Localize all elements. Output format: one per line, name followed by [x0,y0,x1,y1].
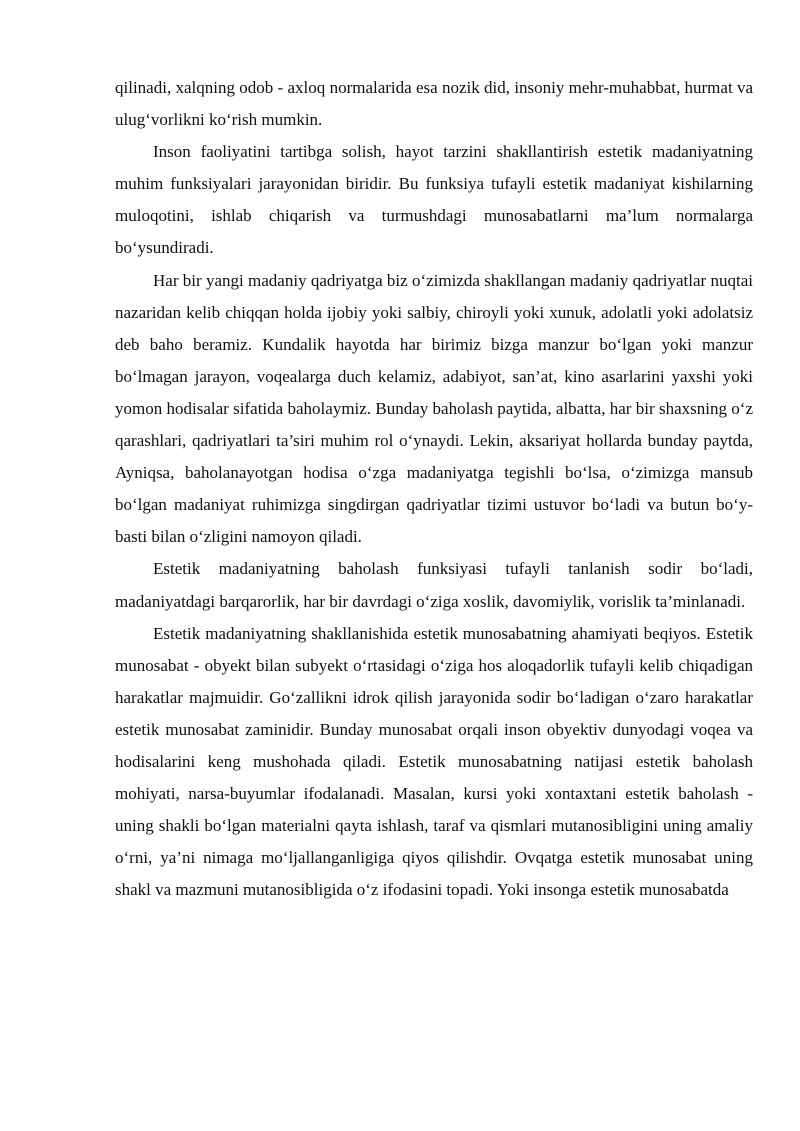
paragraph-regulation-function: Inson faoliyatini tartibga solish, hayot tarzini shakllantirish estetik madaniyatning muhim funksiyalari jarayonidan biridir. Bu funksiya tufayli estetik madaniyat kishilarning muloqotini, ishlab chiqarish va turmushdagi munosabatlarni ma’lum normalarga bo‘ysundiradi. [115,142,753,258]
paragraph-aesthetic-attitude: Estetik madaniyatning shakllanishida estetik munosabatning ahamiyati beqiyos. Estetik munosabat - obyekt bilan subyekt o‘rtasidagi o‘ziga hos aloqadorlik tufayli kelib chiqadigan harakatlar majmuidir. Go‘zallikni idrok qilish jarayonida sodir bo‘ladigan o‘zaro harakatlar estetik munosabat zaminidir. Bunday munosabat orqali inson obyektiv dunyodagi voqea va hodisalarini keng mushohada qiladi. Estetik munosabatning natijasi estetik baholash mohiyati, narsa-buyumlar ifodalanadi. Masalan, kursi yoki xontaxtani estetik baholash - uning shakli bo‘lgan materialni qayta ishlash, taraf va qismlari mutanosibligini uning amaliy o‘rni, ya’ni nimaga mo‘ljallanganligiga qiyos qilishdir. Ovqatga estetik munosabat uning shakl va mazmuni mutanosibligida o‘z ifodasini topadi. Yoki insonga estetik munosabatda [115,623,753,900]
paragraph-evaluation-function: Estetik madaniyatning baholash funksiyasi tufayli tanlanish sodir bo‘ladi, madaniyatdagi barqarorlik, har bir davrdagi o‘ziga xoslik, davomiylik, vorislik ta’minlanadi. [115,559,753,611]
paragraph-continuation: qilinadi, xalqning odob - axloq normalarida esa nozik did, insoniy mehr-muhabbat, hurmat va ulug‘vorlikni ko‘rish mumkin. [115,78,753,130]
document-body [115,72,753,906]
paragraph-cultural-values: Har bir yangi madaniy qadriyatga biz o‘zimizda shakllangan madaniy qadriyatlar nuqtai nazaridan kelib chiqqan holda ijobiy yoki salbiy, chiroyli yoki xunuk, adolatli yoki adolatsiz deb baho beramiz. Kundalik hayotda har birimiz bizga manzur bo‘lgan yoki manzur bo‘lmagan jarayon, voqealarga duch kelamiz, adabiyot, san’at, kino asarlarini yaxshi yoki yomon hodisalar sifatida baholaymiz. Bunday baholash paytida, albatta, har bir shaxsning o‘z qarashlari, qadriyatlari ta’siri muhim rol o‘ynaydi. Lekin, aksariyat hollarda bunday paytda, Ayniqsa, baholanayotgan hodisa o‘zga madaniyatga tegishli bo‘lsa, o‘zimizga mansub bo‘lgan madaniyat ruhimizga singdirgan qadriyatlar tizimi ustuvor bo‘ladi va butun bo‘y-basti bilan o‘zligini namoyon qiladi. [115,270,753,547]
